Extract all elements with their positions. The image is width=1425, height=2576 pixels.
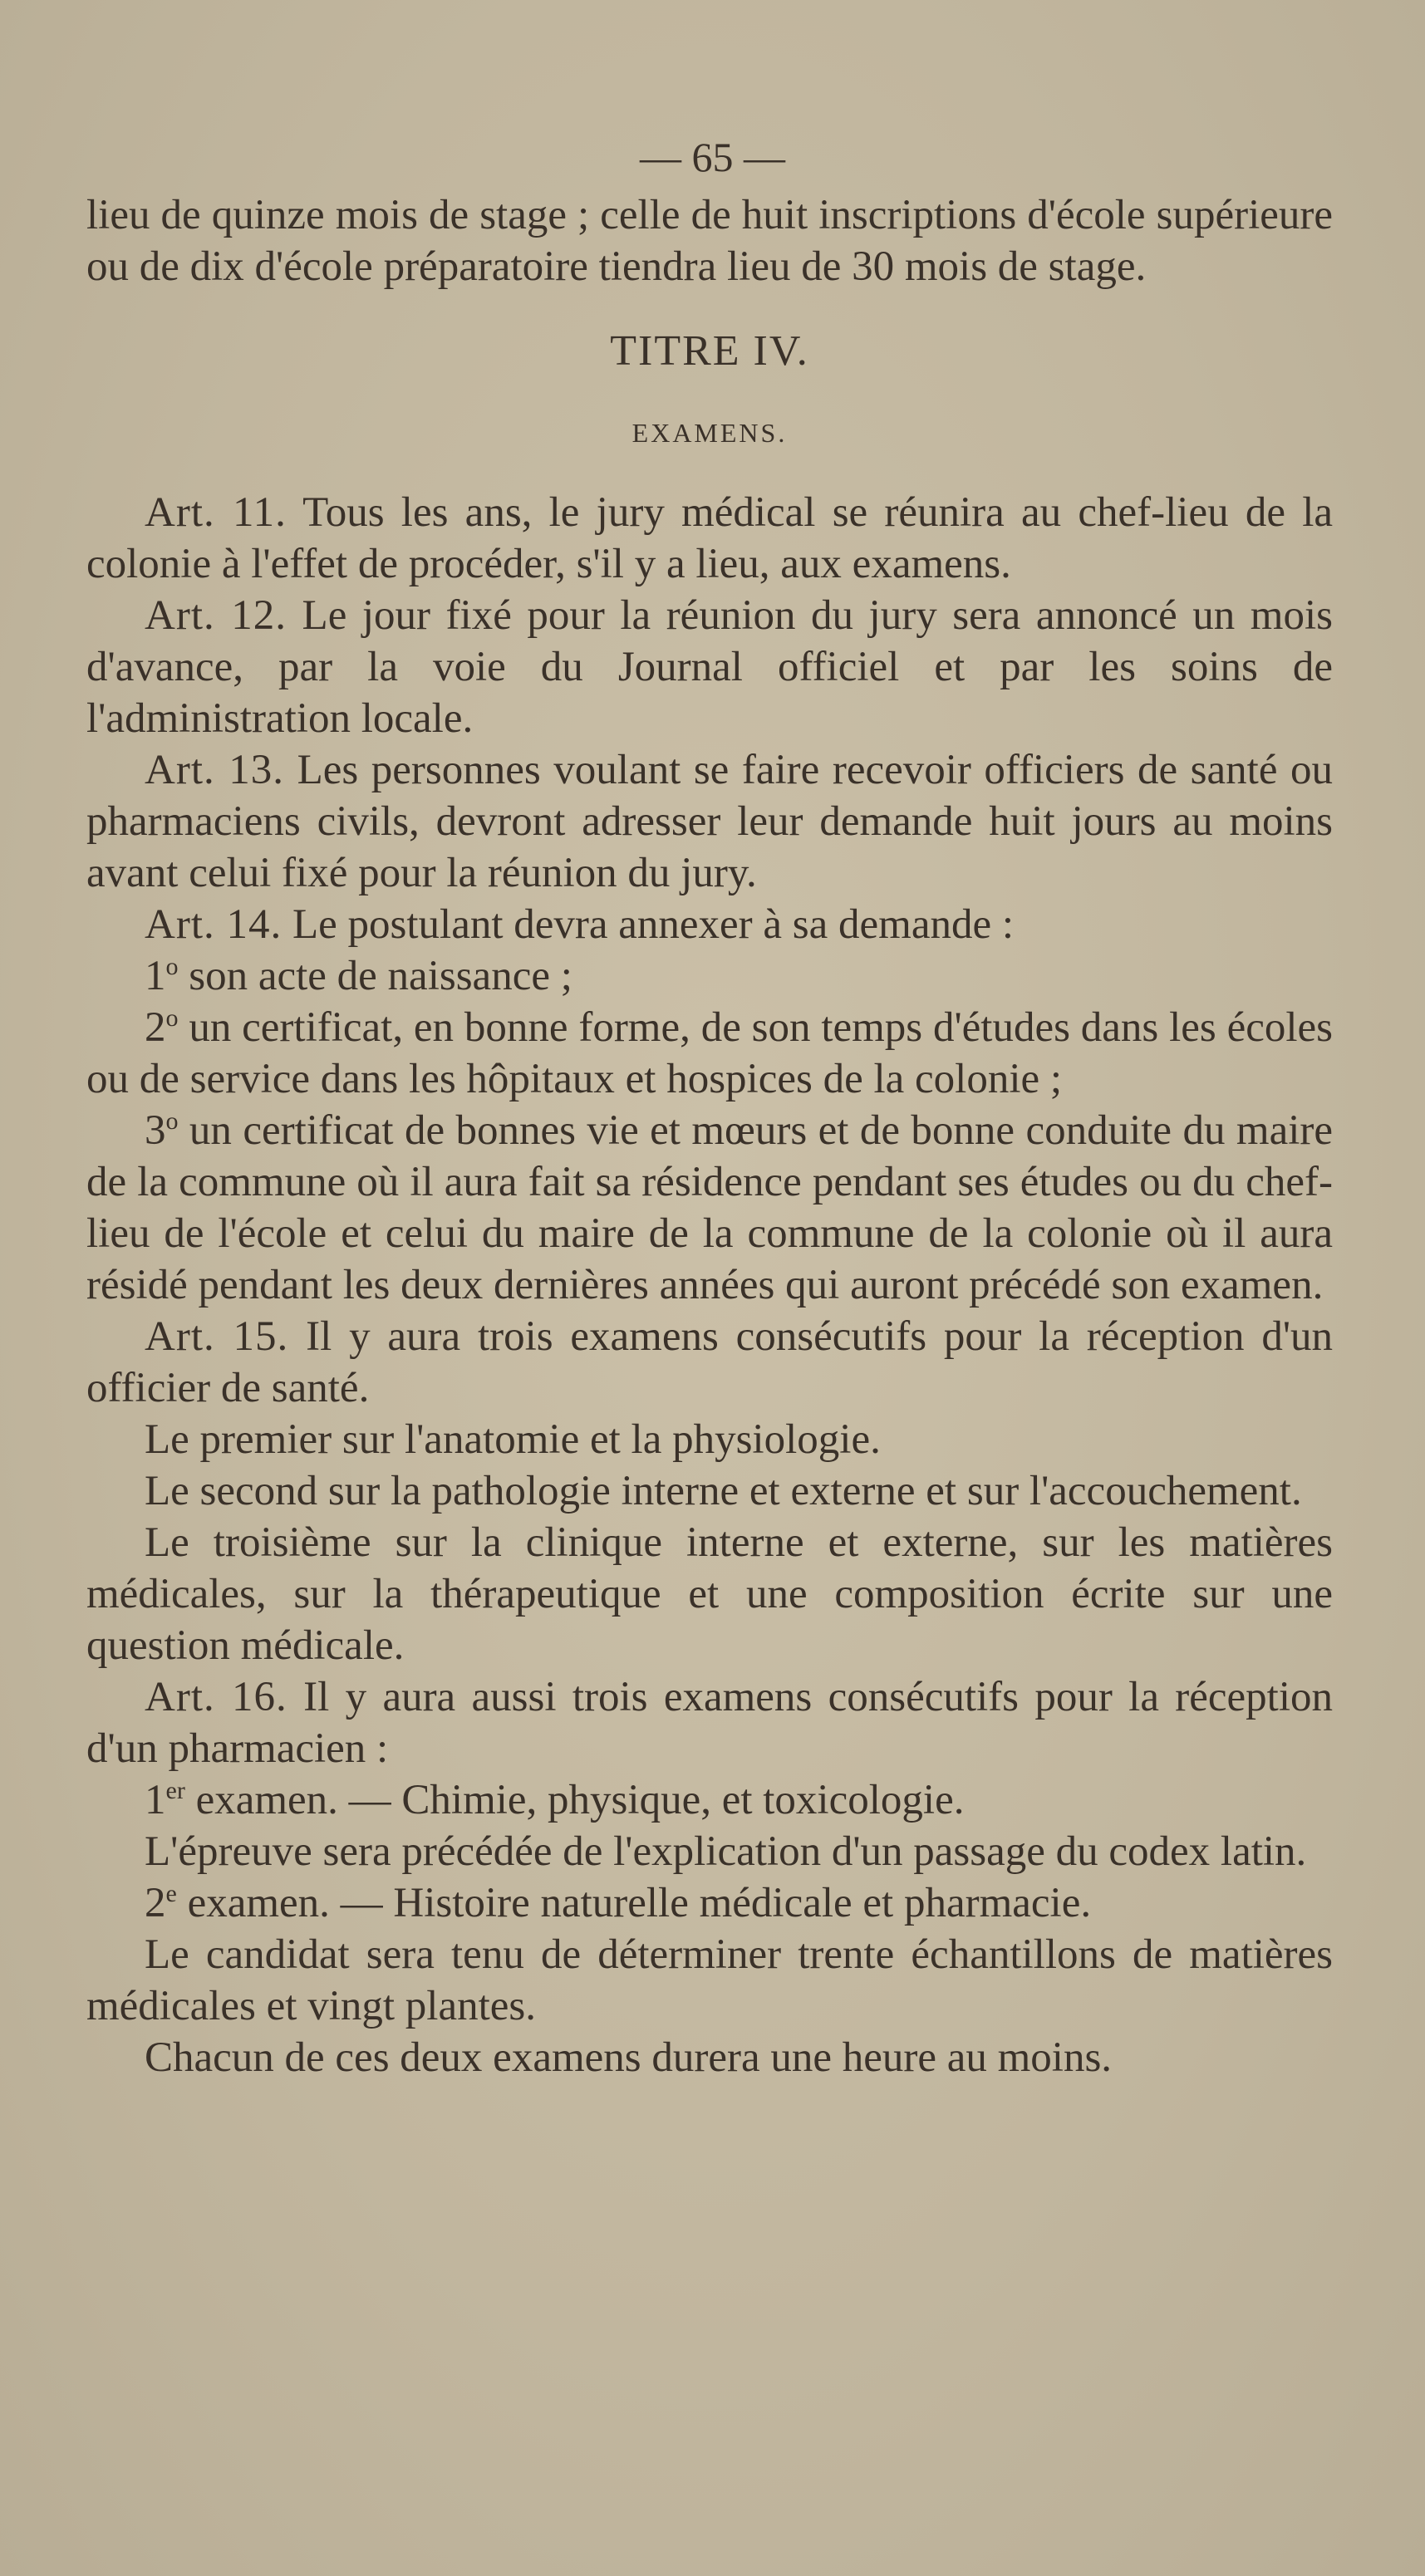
exam-number-suffix: er (165, 1777, 185, 1804)
exam-text: examen. — Chimie, physique, et toxicologie. (195, 1777, 965, 1823)
document-body (86, 189, 1333, 2083)
article-15-paragraph: Le premier sur l'anatomie et la physiologie. (145, 1416, 881, 1463)
item-number: 1 (145, 953, 166, 999)
section-heading: EXAMENS. (631, 418, 788, 448)
item-number-suffix: o (165, 953, 179, 980)
article-text: Tous les ans, le jury médical se réunira au chef-lieu de la colonie à l'effet de procéder, s'il y a lieu, aux examens. (86, 489, 1333, 587)
article-11 (86, 487, 1333, 590)
article-14 (86, 899, 1333, 950)
item-text: un certificat, en bonne forme, de son temps d'études dans les écoles ou de service dans les hôpitaux et hospices de la colonie ; (86, 1004, 1333, 1102)
item-number: 2 (145, 1004, 166, 1051)
page-number: — 65 — (640, 134, 785, 180)
exam-number: 1 (145, 1777, 166, 1823)
list-item (86, 1002, 1333, 1105)
article-15-paragraph: Le second sur la pathologie interne et externe et sur l'accouchement. (145, 1468, 1302, 1514)
exam-2-note: Le candidat sera tenu de déterminer trente échantillons de matières médicales et vingt plantes. (86, 1931, 1333, 2029)
article-15 (86, 1311, 1333, 1414)
closing-paragraph: Chacun de ces deux examens durera une heure au moins. (145, 2034, 1113, 2081)
article-label: Art. 16. (145, 1674, 287, 1720)
exam-text: examen. — Histoire naturelle médicale et pharmacie. (187, 1880, 1092, 1926)
article-label: Art. 14. (145, 901, 283, 948)
exam-number: 2 (145, 1880, 166, 1926)
article-label: Art. 12. (145, 592, 287, 639)
item-number-suffix: o (165, 1107, 179, 1135)
item-number: 3 (145, 1107, 166, 1154)
item-text: un certificat de bonnes vie et mœurs et de bonne conduite du maire de la commune où il aura fait sa résidence pendant ses études ou du chef-lieu de l'école et celui du maire de la commune de la colonie où il aura résidé pendant les deux dernières années qui auront précédé son examen. (86, 1107, 1333, 1308)
article-label: Art. 13. (145, 747, 285, 793)
article-label: Art. 15. (145, 1313, 289, 1360)
article-15-paragraph: Le troisième sur la clinique interne et externe, sur les matières médicales, sur la thérapeutique et une composition écrite sur une question médicale. (86, 1519, 1333, 1669)
article-text: Il y aura trois examens consécutifs pour la réception d'un officier de santé. (86, 1313, 1334, 1411)
exam-2-line (86, 1877, 1333, 1929)
list-item (86, 1105, 1333, 1311)
article-16 (86, 1671, 1333, 1774)
item-text: son acte de naissance ; (189, 953, 572, 999)
article-text: Le postulant devra annexer à sa demande : (292, 901, 1015, 948)
article-label: Art. 11. (145, 489, 287, 536)
title-heading: TITRE IV. (610, 327, 809, 375)
article-text: Il y aura aussi trois examens consécutifs pour la réception d'un pharmacien : (86, 1674, 1334, 1772)
article-text: Le jour fixé pour la réunion du jury sera annoncé un mois d'avance, par la voie du Journal officiel et par les soins de l'administration locale. (86, 592, 1333, 742)
article-12 (86, 590, 1333, 744)
article-13 (86, 744, 1333, 899)
item-number-suffix: o (165, 1004, 179, 1032)
exam-1-note: L'épreuve sera précédée de l'explication d'un passage du codex latin. (145, 1828, 1307, 1875)
list-item (86, 950, 1333, 1002)
intro-paragraph: lieu de quinze mois de stage ; celle de huit inscriptions d'école supérieure ou de dix d'école préparatoire tiendra lieu de 30 mois de stage. (86, 192, 1333, 290)
exam-1-line (86, 1774, 1333, 1826)
article-text: Les personnes voulant se faire recevoir officiers de santé ou pharmaciens civils, devront adresser leur demande huit jours au moins avant celui fixé pour la réunion du jury. (86, 747, 1334, 896)
exam-number-suffix: e (165, 1880, 177, 1907)
